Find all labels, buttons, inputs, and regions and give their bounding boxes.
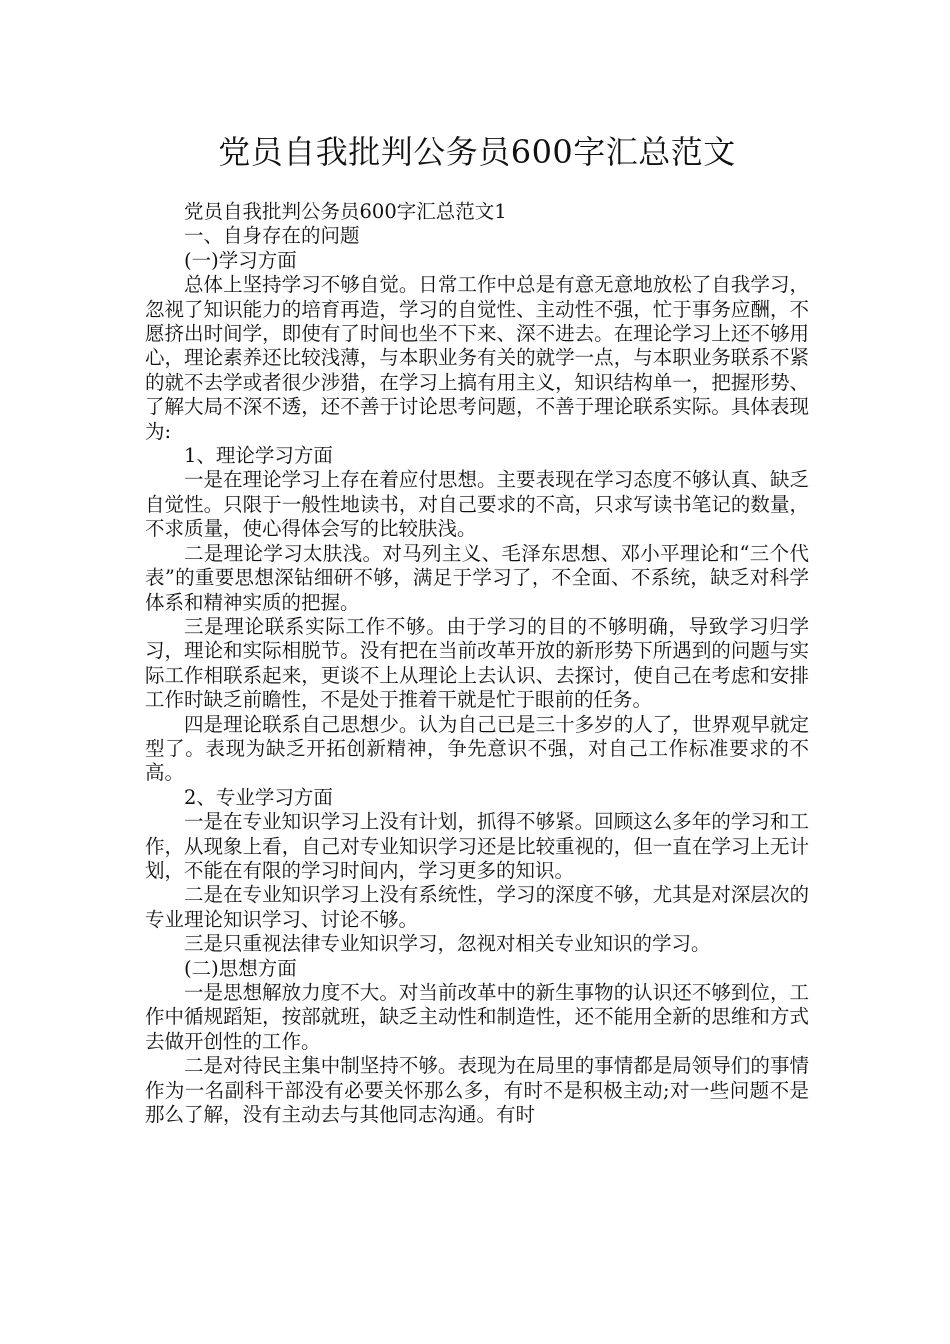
paragraph: 二是在专业知识学习上没有系统性，学习的深度不够，尤其是对深层次的专业理论知识学习、讨论不够。	[145, 883, 809, 931]
heading-theory-study: 1、理论学习方面	[184, 444, 333, 468]
paragraph-subtitle: 党员自我批判公务员600字汇总范文1	[184, 200, 507, 223]
paragraph: 二是对待民主集中制坚持不够。表现为在局里的事情都是局领导们的事情作为一名副科干部没有必要关怀那么多，有时不是积极主动;对一些问题不是那么了解，没有主动去与其他同志沟通。有时	[145, 1054, 809, 1127]
paragraph: 四是理论联系自己思想少。认为自己已是三十多岁的人了，世界观早就定型了。表现为缺乏开拓创新精神，争先意识不强，对自己工作标准要求的不高。	[145, 712, 809, 785]
heading-study: (一)学习方面	[184, 248, 297, 272]
heading-section-1: 一、自身存在的问题	[184, 224, 360, 248]
document-title: 党员自我批判公务员600字汇总范文	[218, 133, 736, 171]
heading-professional-study: 2、专业学习方面	[184, 785, 333, 809]
document-body	[145, 200, 809, 1127]
paragraph: 二是理论学习太肤浅。对马列主义、毛泽东思想、邓小平理论和“三个代表”的重要思想深钻细研不够，满足于学习了，不全面、不系统，缺乏对科学体系和精神实质的把握。	[145, 541, 809, 614]
paragraph: 总体上坚持学习不够自觉。日常工作中总是有意无意地放松了自我学习，忽视了知识能力的培育再造，学习的自觉性、主动性不强，忙于事务应酬，不愿挤出时间学，即使有了时间也坐不下来、深不进去。在理论学习上还不够用心，理论素养还比较浅薄，与本职业务有关的就学一点，与本职业务联系不紧的就不去学或者很少涉猎，在学习上搞有用主义，知识结构单一，把握形势、了解大局不深不透，还不善于讨论思考问题，不善于理论联系实际。具体表现为:	[145, 273, 809, 443]
paragraph: 三是只重视法律专业知识学习，忽视对相关专业知识的学习。	[184, 932, 711, 956]
paragraph: 三是理论联系实际工作不够。由于学习的目的不够明确，导致学习归学习，理论和实际相脱节。没有把在当前改革开放的新形势下所遇到的问题与实际工作相联系起来，更谈不上从理论上去认识、去探讨，使自己在考虑和安排工作时缺乏前瞻性，不是处于推着干就是忙于眼前的任务。	[145, 614, 809, 712]
heading-thought: (二)思想方面	[184, 956, 297, 980]
paragraph: 一是在理论学习上存在着应付思想。主要表现在学习态度不够认真、缺乏自觉性。只限于一般性地读书，对自己要求的不高，只求写读书笔记的数量，不求质量，使心得体会写的比较肤浅。	[145, 468, 809, 541]
paragraph: 一是在专业知识学习上没有计划，抓得不够紧。回顾这么多年的学习和工作，从现象上看，自己对专业知识学习还是比较重视的，但一直在学习上无计划，不能在有限的学习时间内，学习更多的知识。	[145, 810, 809, 882]
document-page	[145, 0, 809, 1127]
paragraph: 一是思想解放力度不大。对当前改革中的新生事物的认识还不够到位，工作中循规蹈矩，按部就班，缺乏主动性和制造性，还不能用全新的思维和方式去做开创性的工作。	[145, 981, 809, 1053]
